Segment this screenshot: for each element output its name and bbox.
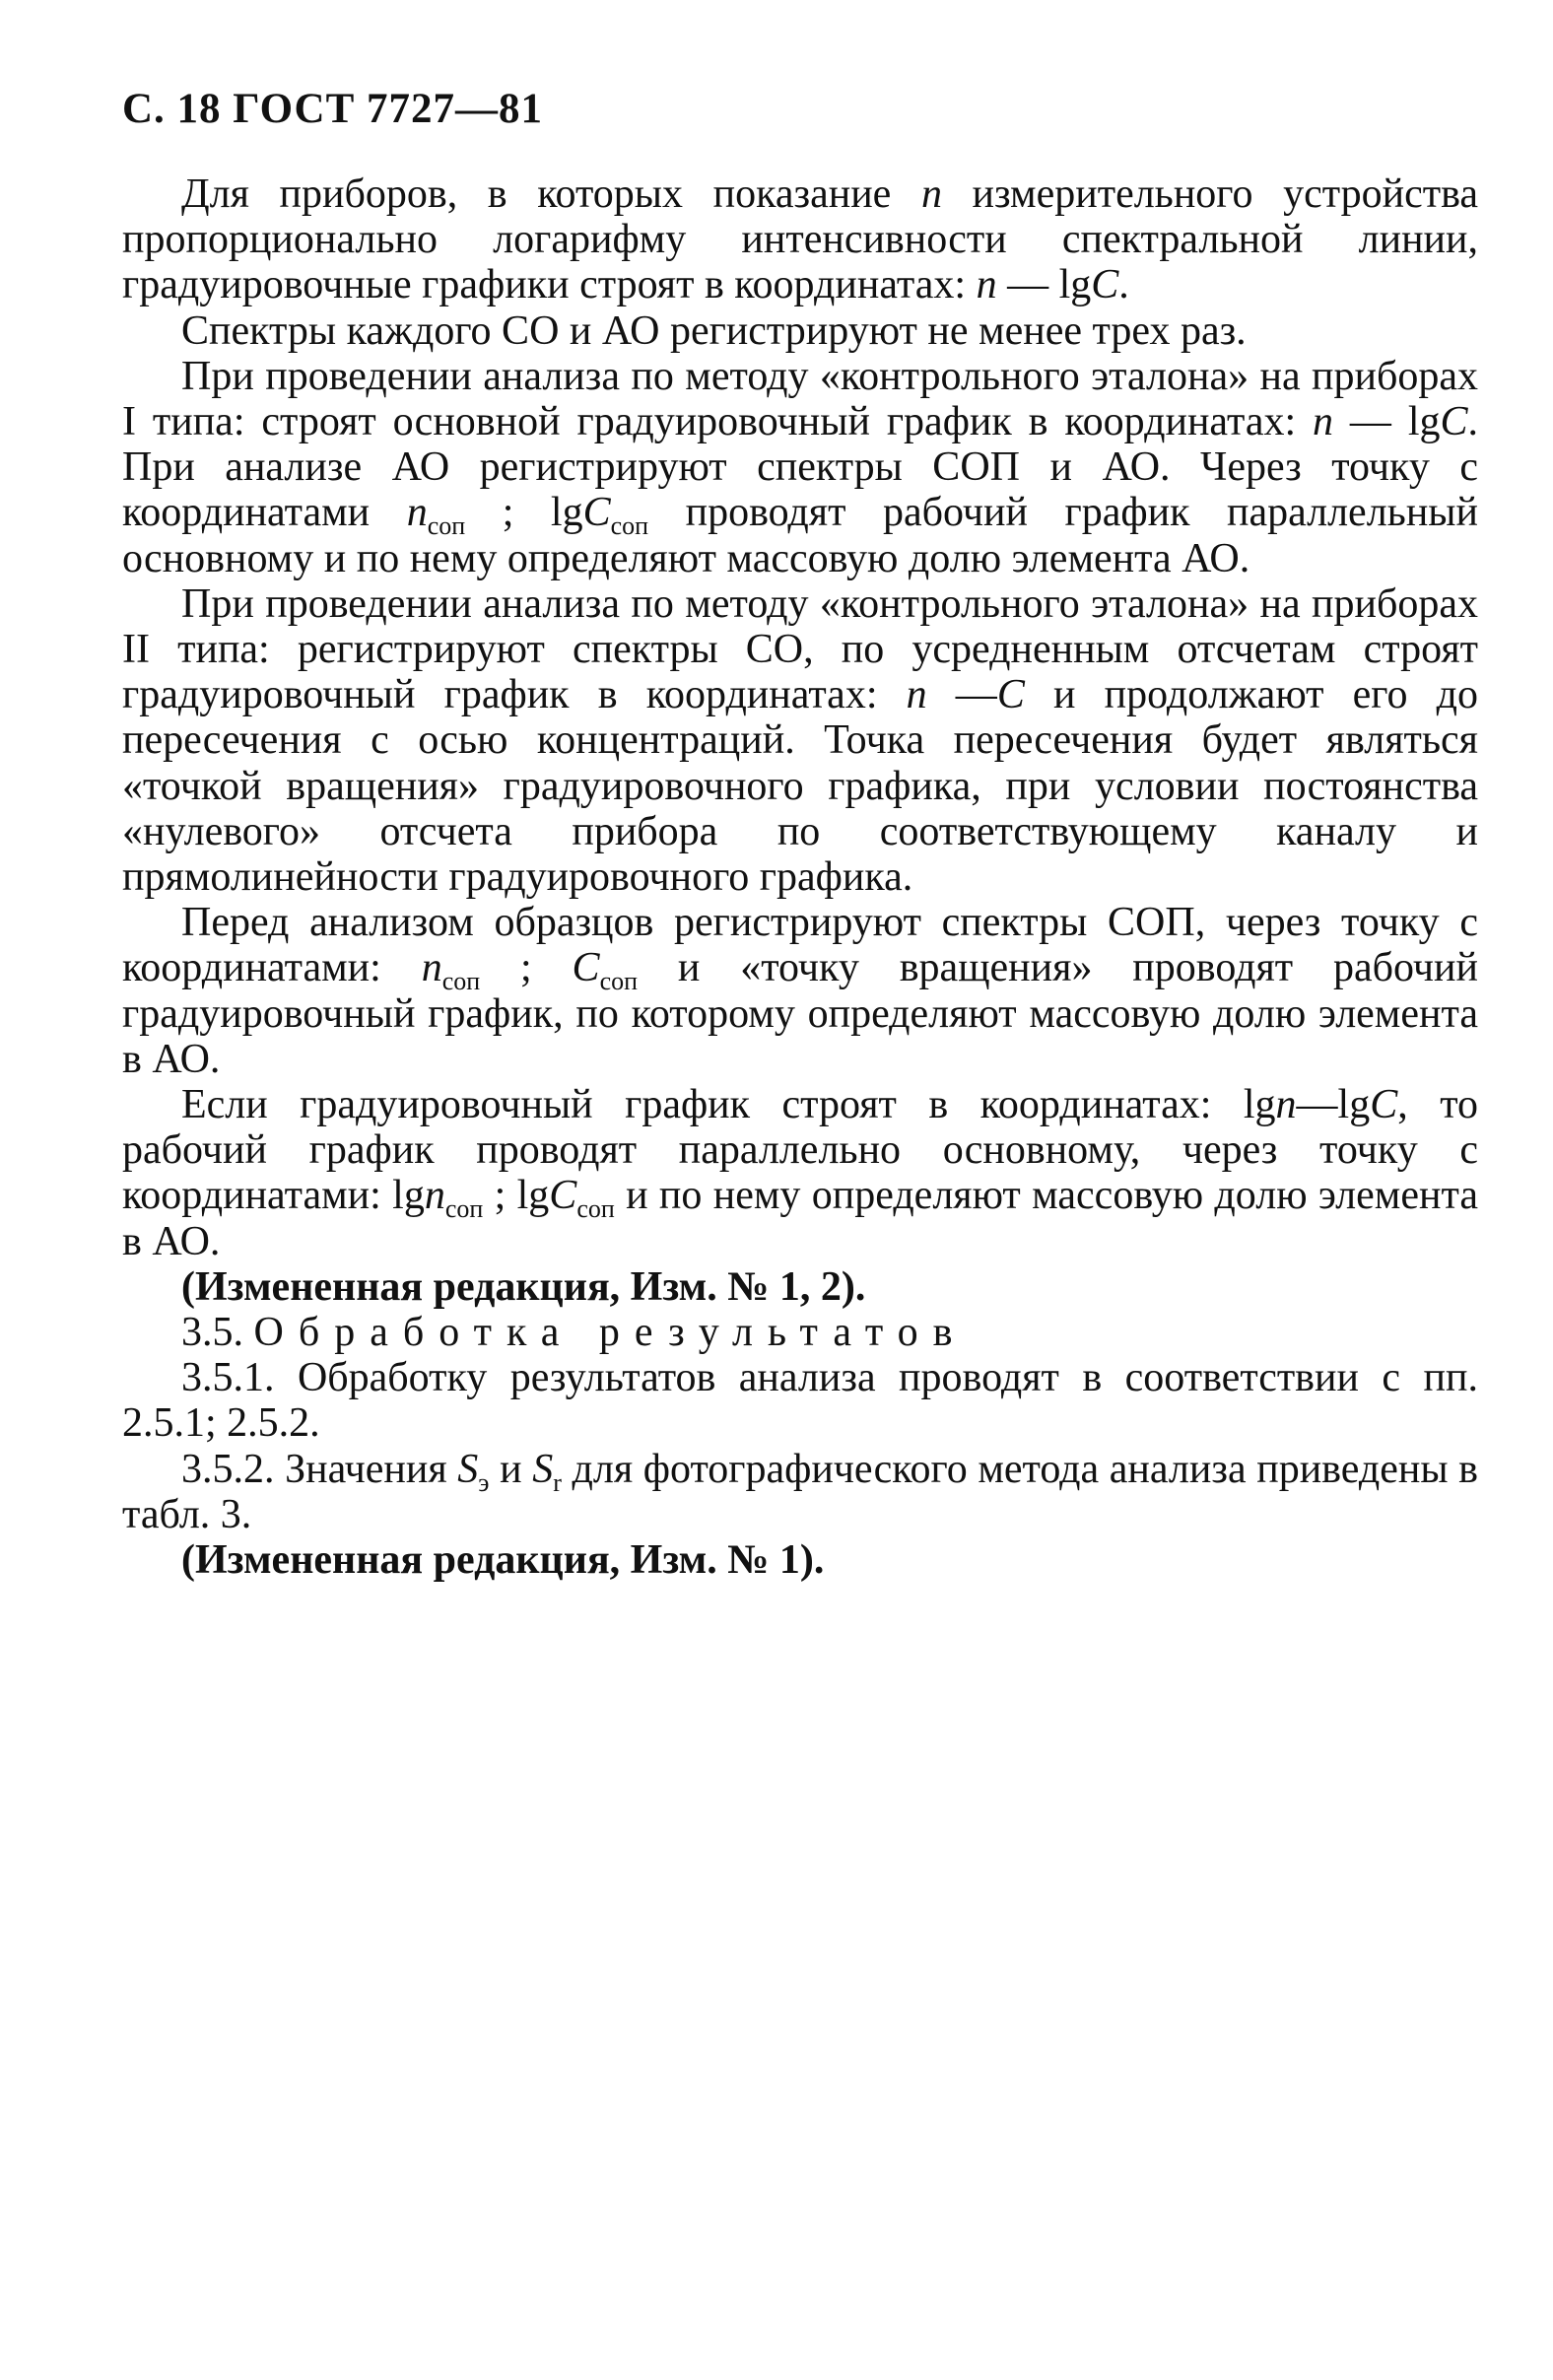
text-run: ; lg: [483, 1173, 550, 1219]
subscript: соп: [441, 967, 481, 996]
text-run: ;: [480, 945, 573, 991]
paragraph-p5: [122, 900, 1478, 1082]
text-run: Спектры каждого СО и АО регистрируют не менее трех раз.: [181, 307, 1247, 354]
italic-symbol: C: [1091, 262, 1119, 308]
text-run: 3.5.2. Значения: [181, 1446, 458, 1492]
italic-symbol: C: [1440, 399, 1468, 445]
paragraph-p10: [122, 1447, 1478, 1537]
text-run: (Измененная редакция, Изм. № 1).: [181, 1537, 825, 1584]
italic-symbol: n: [976, 262, 997, 308]
paragraph-p3: [122, 354, 1478, 581]
text-run: и «точку вращения» проводят рабочий градуировочный график, по которому определяют массовую долю элемента в АО.: [122, 945, 1479, 1082]
italic-symbol: C: [582, 490, 611, 536]
text-run: Если градуировочный график строят в координатах: lg: [181, 1082, 1276, 1128]
text-run: для фотографического метода анализа приведены в табл. 3.: [122, 1446, 1479, 1537]
italic-symbol: C: [1370, 1082, 1398, 1128]
subscript: соп: [610, 511, 649, 541]
text-run: ; lg: [465, 490, 583, 536]
text-run: —lg: [1296, 1082, 1371, 1128]
section-title: Обработка результатов: [253, 1310, 968, 1356]
paragraph-p1: [122, 171, 1478, 308]
paragraph-p9: [122, 1355, 1478, 1446]
text-run: — lg: [1333, 399, 1441, 445]
text-run: Для приборов, в которых показание: [181, 171, 921, 217]
italic-symbol: n: [906, 672, 927, 718]
paragraph-p2: [122, 308, 1478, 354]
subscript: соп: [576, 1194, 615, 1224]
paragraph-p7: [122, 1264, 1478, 1310]
text-run: При проведении анализа по методу «контрольного эталона» на приборах II типа: регистрируют спектры СО, по усредненным отсчетам строят градуировочный график в координатах:: [122, 580, 1478, 718]
italic-symbol: C: [549, 1173, 577, 1219]
text-run: —: [926, 672, 997, 718]
text-run: , то рабочий график проводят параллельно основному, через точку с координатами: lg: [122, 1082, 1478, 1219]
italic-symbol: n: [1275, 1082, 1297, 1128]
italic-symbol: n: [424, 1173, 445, 1219]
document-body: [122, 171, 1478, 1583]
subscript: соп: [599, 967, 639, 996]
text-run: измерительного устройства пропорционально логарифму интенсивности спектральной линии, градуировочные графики строят в координатах:: [122, 171, 1478, 308]
paragraph-p11: [122, 1537, 1478, 1583]
subscript: э: [478, 1467, 490, 1497]
page-header: С. 18 ГОСТ 7727—81: [122, 86, 544, 132]
text-run: 3.5.1. Обработку результатов анализа проводят в соответствии с пп. 2.5.1; 2.5.2.: [122, 1355, 1478, 1447]
text-run: и: [489, 1446, 533, 1492]
text-run: . При анализе АО регистрируют спектры СОП и АО. Через точку с координатами: [122, 399, 1479, 536]
italic-symbol: n: [406, 490, 428, 536]
text-run: и продолжают его до пересечения с осью концентраций. Точка пересечения будет являться «точкой вращения» градуировочного графика, при условии постоянства «нулевого» отсчета прибора по соответствующему каналу и прямолинейности градуировочного графика.: [122, 672, 1478, 901]
paragraph-p6: [122, 1082, 1478, 1264]
italic-symbol: n: [1313, 399, 1334, 445]
paragraph-p4: [122, 581, 1478, 900]
italic-symbol: S: [532, 1446, 554, 1492]
subscript: соп: [427, 511, 466, 541]
text-run: — lg: [996, 262, 1092, 308]
italic-symbol: n: [920, 171, 942, 217]
paragraph-p8: [122, 1310, 1478, 1355]
italic-symbol: n: [421, 945, 442, 991]
subscript: r: [553, 1467, 562, 1497]
text-run: .: [1118, 262, 1129, 308]
subscript: соп: [444, 1194, 484, 1224]
text-run: 3.5.: [181, 1310, 254, 1356]
text-run: При проведении анализа по методу «контрольного эталона» на приборах I типа: строят основной градуировочный график в координатах:: [122, 353, 1478, 445]
italic-symbol: S: [457, 1446, 479, 1492]
text-run: Перед анализом образцов регистрируют спектры СОП, через точку с координатами:: [122, 900, 1478, 991]
italic-symbol: C: [572, 945, 600, 991]
text-run: и по нему определяют массовую долю элемента в АО.: [122, 1173, 1478, 1264]
italic-symbol: C: [996, 672, 1025, 718]
text-run: (Измененная редакция, Изм. № 1, 2).: [181, 1263, 866, 1310]
text-run: проводят рабочий график параллельный основному и по нему определяют массовую долю элемента АО.: [122, 490, 1478, 581]
